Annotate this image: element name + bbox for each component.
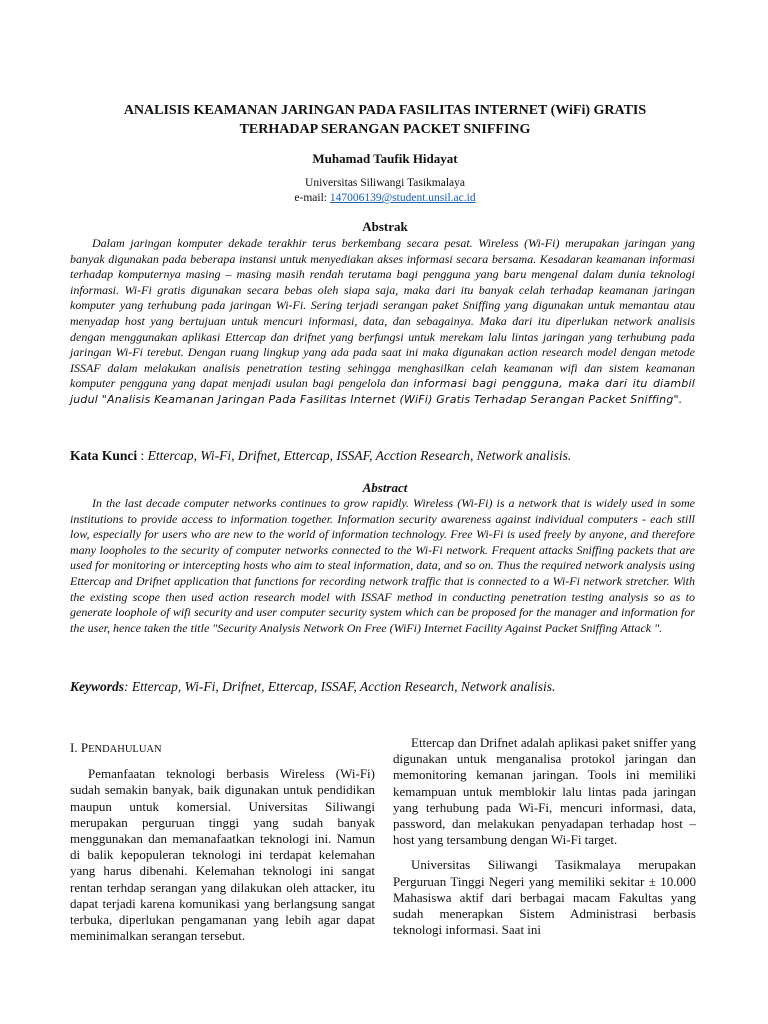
kata-kunci: [70, 448, 710, 464]
keywords-sep: :: [124, 679, 132, 694]
title-line-2: TERHADAP SERANGAN PACKET SNIFFING: [239, 122, 531, 137]
abstrak-text-end: informasi bagi pengguna, maka dari itu diambil judul "Analisis Keamanan Jaringan Pada Fasilitas Internet (WiFi) Gratis Terhadap Serangan Packet Sniffing".: [70, 377, 695, 406]
kata-kunci-label: Kata Kunci: [70, 448, 138, 463]
right-paragraph-1: Ettercap dan Drifnet adalah aplikasi paket sniffer yang digunakan untuk menganalisa protokol jaringan dan memonitoring kemanan jaringan. Tools ini memiliki kemampuan untuk memblokir lalu lintas pada jaringan yang terhubung pada Wi-Fi, mencuri informasi, data, password, dan melakukan penyadapan terhadap host – host yang tersambung dengan Wi-Fi target.: [393, 735, 696, 848]
keywords-label: Keywords: [70, 679, 124, 694]
left-column: [70, 740, 375, 953]
paper-title: [60, 101, 710, 139]
affiliation: Universitas Siliwangi Tasikmalaya: [305, 177, 465, 189]
right-paragraph-2: Universitas Siliwangi Tasikmalaya merupakan Perguruan Tinggi Negeri yang memiliki sekitar ± 10.000 Mahasiswa aktif dari berbagai macam Fakultas yang sudah menerapkan Sistem Administrasi berbasis teknologi informasi. Saat ini: [393, 857, 696, 938]
abstrak-body: [70, 236, 695, 408]
abstract-body: [70, 496, 695, 636]
affiliation-block: [60, 176, 710, 206]
intro-paragraph-1: Pemanfaatan teknologi berbasis Wireless (Wi-Fi) sudah semakin banyak, baik digunakan untuk pendidikan maupun untuk komersial. Universitas Siliwangi merupakan perguruan tinggi yang sudah banyak menggunakan dan memanafaatkan teknologi ini. Namun di balik kepopuleran teknologi ini terdapat kelemahan yang harus dibenahi. Kelemahan teknologi ini sangat rentan terhdap serangan yang dilakukan oleh attacker, itu dapat terjadi karena komunikasi yang berlangsung sangat terbuka, diperlukan pengamanan yang lebih agar dapat meminimalkan serangan tersebut.: [70, 766, 375, 944]
section-heading-pendahuluan: [70, 740, 375, 758]
author-name: Muhamad Taufik Hidayat: [312, 151, 458, 166]
section-number: I.: [70, 740, 78, 755]
kata-kunci-value: Ettercap, Wi-Fi, Drifnet, Ettercap, ISSAF, Acction Research, Network analisis.: [147, 448, 572, 463]
kata-kunci-sep: :: [137, 448, 148, 463]
email-label: e-mail:: [294, 192, 330, 204]
section-title-initial: P: [80, 740, 89, 755]
abstrak-text: Dalam jaringan komputer dekade terakhir terus berkembang secara pesat. Wireless (Wi-Fi) merupakan jaringan yang banyak digunakan pada beberapa instansi untuk menyediakan akses informasi secara bersama. Kesadaran keamanan informasi terhadap komputernya masing – masing masih rendah terutama bagi pengguna yang baru mengenal dalam dunia teknologi informasi. Wi-Fi gratis digunakan secara bebas oleh siapa saja, maka dari itu banyak celah terhadap keamanan jaringan komputer yang terhubung pada jaringan Wi-Fi. Sering terjadi serangan paket Sniffing yang digunakan untuk memantau atau menyadap host yang bertujuan untuk mencuri informasi, data, dan sebagainya. Maka dari itu diperlukan network analisis dengan menggunakan aplikasi Ettercap dan drifnet yang berfungsi untuk merekam lalu lintas jaringan yang terhubung pada jaringan Wi-Fi terebut. Dengan ruang lingkup yang ada pada saat ini maka digunakan action research model dengan metode ISSAF dalam melakukan analisis penetration testing sehingga menghasilkan celah keamanan wifi dan sistem keamanan komputer pengguna yang dapat menjadi usulan bagi pengelola dan: [70, 236, 695, 391]
email-link[interactable]: 147006139@student.unsil.ac.id: [329, 192, 476, 204]
right-column: [393, 735, 696, 947]
email-line: [60, 191, 710, 206]
keywords: [70, 679, 710, 695]
section-title-rest: ENDAHULUAN: [88, 744, 162, 755]
abstrak-heading: Abstrak: [362, 219, 408, 234]
abstract-text: In the last decade computer networks continues to grow rapidly. Wireless (Wi-Fi) is a network that is widely used in some institutions to provide access to information together. Information security awareness against individual computers - each still low, especially for users who are new to the world of information technology. Free Wi-Fi is used freely by anyone, and therefore many loopholes to the security of computer networks connected to the Wi-Fi network. Frequent attacks Sniffing packets that are used for monitoring or intercepting hosts who aim to steal information, data, and so on. Thus the required network analysis using Ettercap and Drifnet application that functions for recording network traffic that is connected to a Wi-Fi network stretcher. With the existing scope then used action research model with ISSAF method in conducting penetration testing analysis so as to generate loophole of wifi security and user computer security system which can be proposed for the manager and information for the user, hence taken the title "Security Analysis Network On Free (WiFi) Internet Facility Against Packet Sniffing Attack ".: [70, 496, 695, 635]
keywords-value: Ettercap, Wi-Fi, Drifnet, Ettercap, ISSAF, Acction Research, Network analisis.: [131, 679, 556, 694]
title-line-1: ANALISIS KEAMANAN JARINGAN PADA FASILITAS INTERNET (WiFi) GRATIS: [123, 103, 647, 118]
abstract-heading: Abstract: [362, 480, 408, 495]
